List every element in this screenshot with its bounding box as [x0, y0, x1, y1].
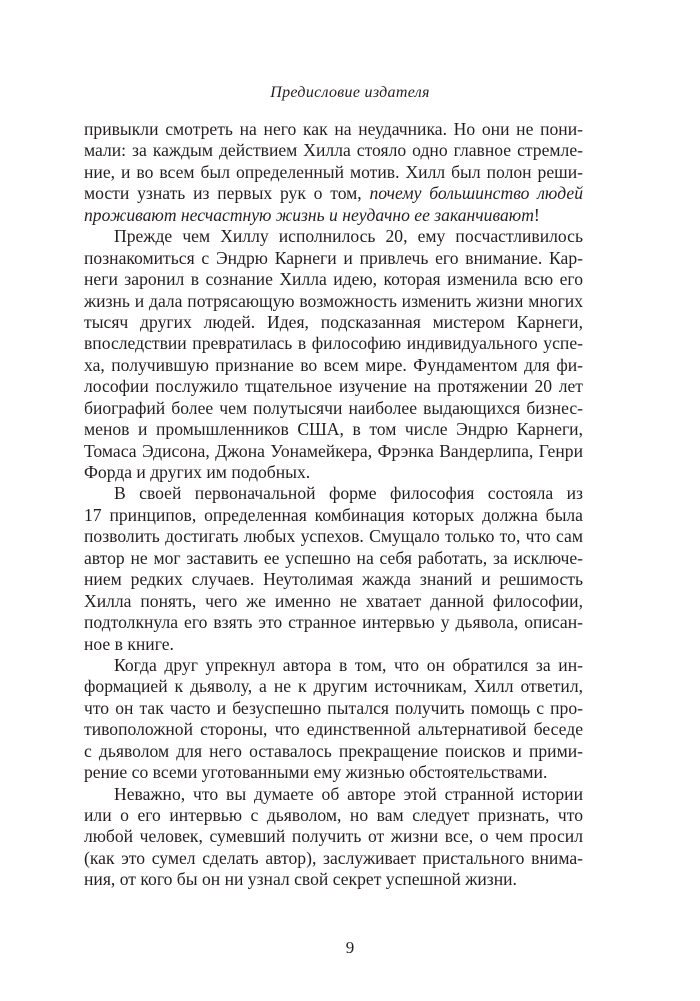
text: мали: за каждым действием Хилла стояло одно главное стремле-	[84, 140, 583, 161]
text-line	[84, 248, 583, 269]
text: неги заронил в сознание Хилла идею, которая изменила всю его	[84, 269, 583, 290]
text-line	[84, 269, 583, 290]
page-number: 9	[345, 938, 355, 957]
text: ния, от кого бы он ни узнал свой секрет успешной жизни.	[84, 869, 517, 890]
text-line	[84, 719, 583, 740]
text-line	[84, 762, 583, 783]
text: жизнь и дала потрясающую возможность изменить жизни многих	[84, 290, 583, 311]
text: любой человек, сумевший получить от жизни все, о чем просил	[84, 826, 583, 847]
text: позволить достигать любых успехов. Смущало только то, что сам	[84, 526, 583, 547]
text-line	[84, 569, 583, 590]
text: лософии послужило тщательное изучение на протяжении 20 лет	[84, 376, 583, 397]
body-text	[84, 119, 583, 891]
italic-text: проживают несчастную жизнь и неудачно ее заканчивают	[84, 204, 534, 225]
text-line	[84, 676, 583, 697]
text: Томаса Эдисона, Джона Уонамейкера, Фрэнка Вандерлипа, Генри	[84, 440, 583, 461]
text-line	[84, 419, 583, 440]
text-line	[84, 483, 583, 504]
paragraph	[84, 119, 583, 226]
text-line	[84, 333, 583, 354]
text: Неважно, что вы думаете об авторе этой странной истории	[114, 783, 583, 804]
text: подтолкнула его взять это странное интервью у дьявола, описан-	[84, 612, 583, 633]
text: тысяч других людей. Идея, подсказанная мистером Карнеги,	[84, 311, 583, 332]
text-line	[84, 591, 583, 612]
text-line	[84, 162, 583, 183]
text-line	[84, 548, 583, 569]
text: познакомиться с Эндрю Карнеги и привлечь его внимание. Кар-	[84, 247, 583, 268]
text-line	[84, 119, 583, 140]
text: с дьяволом для него оставалось прекращение поисков и прими-	[84, 740, 583, 761]
text-line	[84, 140, 583, 161]
text: Хилла понять, чего же именно не хватает данной философии,	[84, 590, 583, 611]
text: Прежде чем Хиллу исполнилось 20, ему посчастливилось	[114, 226, 583, 247]
text: формацией к дьяволу, а не к другим источникам, Хилл ответил,	[84, 676, 583, 697]
text: что он так часто и безуспешно пытался получить помощь с про-	[84, 697, 583, 718]
text: Когда друг упрекнул автора в том, что он обратился за ин-	[114, 654, 583, 675]
text: нием редких случаев. Неутолимая жажда знаний и решимость	[84, 569, 583, 590]
text-line	[84, 355, 583, 376]
text-line	[84, 441, 583, 462]
text-line	[84, 462, 583, 483]
text-line	[84, 805, 583, 826]
text: рение со всеми уготованными ему жизнью обстоятельствами.	[84, 762, 548, 783]
text-line	[84, 312, 583, 333]
text: мости узнать из первых рук о том,	[84, 183, 370, 204]
text: В своей первоначальной форме философия состояла из	[114, 483, 583, 504]
text-line	[84, 205, 583, 226]
text-line	[84, 869, 583, 890]
paragraph	[84, 784, 583, 891]
text-line	[84, 784, 583, 805]
text-line	[84, 826, 583, 847]
text: или о его интервью с дьяволом, но вам следует признать, что	[84, 805, 583, 825]
text: менов и промышленников США, в том числе Эндрю Карнеги,	[84, 419, 583, 440]
text-line	[84, 634, 583, 655]
paragraph	[84, 655, 583, 784]
running-head: Предисловие издателя	[270, 84, 430, 101]
text: !	[533, 204, 540, 225]
text-line	[84, 612, 583, 633]
text: ние, и во всем был определенный мотив. Хилл был полон реши-	[84, 161, 583, 182]
text-line	[84, 741, 583, 762]
text-line	[84, 655, 583, 676]
text-line	[84, 526, 583, 547]
text: тивоположной стороны, что единственной альтернативой беседе	[84, 719, 583, 740]
text-line	[84, 226, 583, 247]
text-line	[84, 698, 583, 719]
text: ное в книге.	[84, 633, 174, 654]
text: привыкли смотреть на него как на неудачника. Но они не пони-	[84, 119, 583, 139]
text: (как это сумел сделать автор), заслуживает пристального внима-	[84, 847, 583, 868]
text-line	[84, 291, 583, 312]
text: биографий более чем полутысячи наиболее выдающихся бизнес-	[84, 397, 583, 418]
text-line	[84, 398, 583, 419]
paragraph	[84, 226, 583, 483]
text-line	[84, 505, 583, 526]
text-line	[84, 848, 583, 869]
paragraph	[84, 483, 583, 655]
italic-text: почему большинство людей	[369, 183, 583, 204]
text: впоследствии превратилась в философию индивидуального успе-	[84, 333, 583, 354]
text: автор не мог заставить ее успешно на себя работать, за исключе-	[84, 547, 583, 568]
text: 17 принципов, определенная комбинация которых должна была	[84, 504, 583, 525]
text: ха, получившую признание во всем мире. Фундаментом для фи-	[84, 354, 583, 375]
text-line	[84, 376, 583, 397]
text-line	[84, 183, 583, 204]
text: Форда и других им подобных.	[84, 462, 311, 482]
